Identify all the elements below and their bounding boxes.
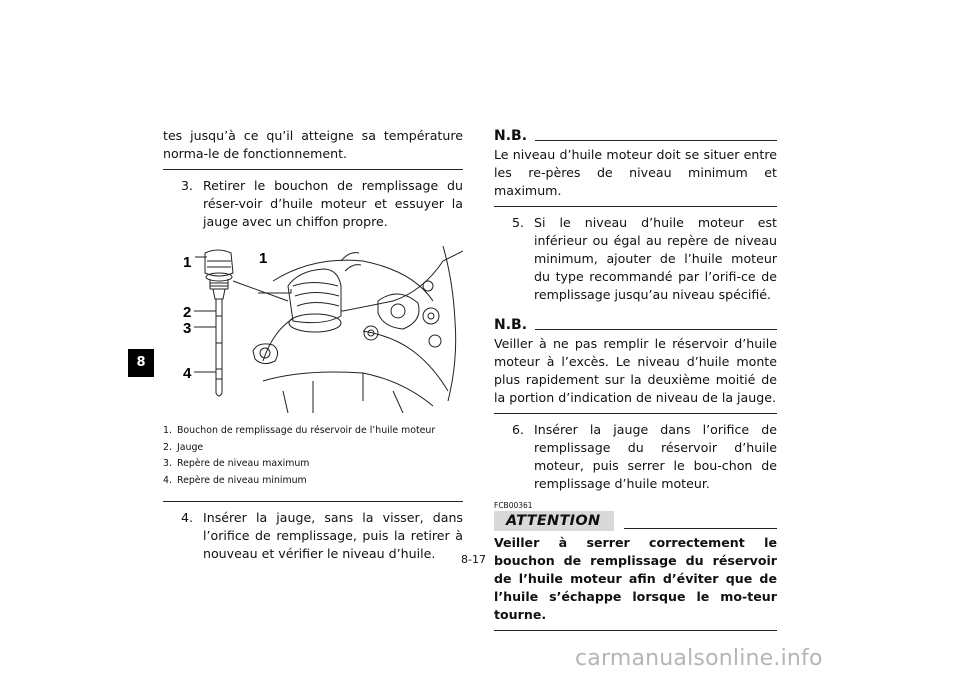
callout-4-min: 4 — [183, 365, 192, 382]
divider — [163, 169, 463, 170]
step-6 — [494, 421, 777, 493]
watermark: carmanualsonline.info — [575, 646, 823, 671]
note-text: Le niveau d’huile moteur doit se situer entre les re-pères de niveau minimum et maximum. — [494, 147, 777, 198]
divider — [494, 413, 777, 414]
step-3 — [163, 177, 463, 231]
chapter-tab: 8 — [128, 349, 154, 377]
reference-code: FCB00361 — [494, 501, 533, 510]
callout-3-max: 3 — [183, 320, 192, 337]
step-text: Si le niveau d’huile moteur est inférieur ou égal au repère de niveau minimum, ajouter de l’huile moteur du type recommandé par l’orifi-ce de remplissage jusqu’au niveau spécifié. — [534, 215, 777, 302]
step-text: Insérer la jauge dans l’orifice de remplissage du réservoir d’huile moteur, puis serrer le bou-chon de remplissage d’huile moteur. — [534, 422, 777, 491]
figure-legend — [163, 423, 463, 489]
note-text: Veiller à ne pas remplir le réservoir d’huile moteur à l’excès. Le niveau d’huile monte plus rapidement sur la deuxième moitié de la portion d’indication de niveau de la jauge. — [494, 336, 777, 405]
divider — [163, 501, 463, 502]
attention-badge: ATTENTION — [494, 511, 614, 531]
step-number: 5. — [512, 215, 525, 230]
note-heading: N.B. — [494, 316, 777, 334]
step-number: 4. — [181, 510, 194, 525]
divider — [494, 206, 777, 207]
left-column — [163, 127, 463, 563]
step-number: 3. — [181, 178, 194, 193]
attention-heading — [494, 511, 777, 531]
legend-item: 4. Repère de niveau minimum — [163, 474, 307, 486]
step-text: Retirer le bouchon de remplissage du réser-voir d’huile moteur et essuyer la jauge avec un chiffon propre. — [203, 178, 463, 229]
step-4 — [163, 509, 463, 563]
engine-drawing — [163, 241, 463, 413]
note-heading: N.B. — [494, 127, 777, 145]
step-5 — [494, 214, 777, 304]
legend-item: 3. Repère de niveau maximum — [163, 458, 310, 469]
divider — [494, 630, 777, 631]
step-text: Insérer la jauge, sans la visser, dans l’orifice de remplissage, puis la retirer à nouveau et vérifier le niveau d’huile. — [203, 510, 463, 561]
intro-text: tes jusqu’à ce qu’il atteigne sa température norma-le de fonctionnement. — [163, 128, 463, 161]
dipstick-illustration — [163, 241, 463, 413]
right-column — [494, 127, 777, 631]
attention-text: Veiller à serrer correctement le bouchon de remplissage du réservoir de l’huile moteur afin d’éviter que de l’huile s’échappe lorsque le mo-teur tourne. — [494, 535, 777, 622]
legend-item: 2. Jauge — [163, 441, 204, 453]
page-number: 8-17 — [461, 553, 486, 566]
callout-2-gauge: 2 — [183, 304, 192, 321]
legend-item: 1. Bouchon de remplissage du réservoir de l’huile moteur — [163, 425, 436, 436]
callout-1-engine: 1 — [259, 250, 268, 267]
callout-1-cap: 1 — [183, 254, 192, 271]
step-number: 6. — [512, 422, 525, 437]
